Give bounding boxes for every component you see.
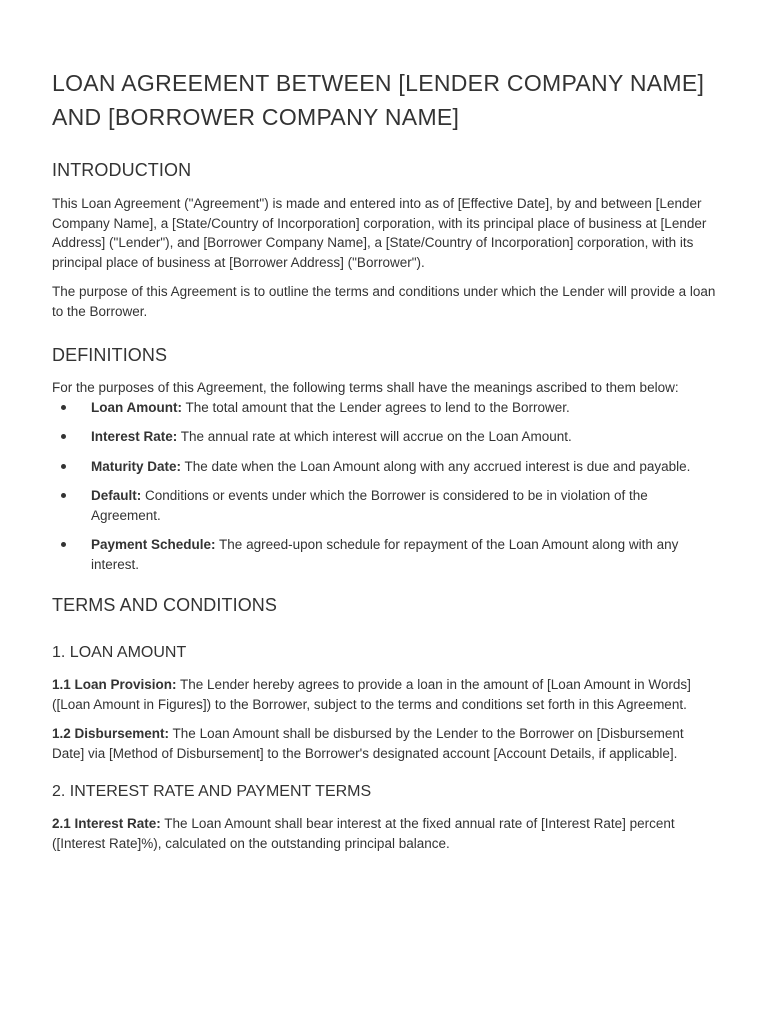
definition-item-interest-rate [52,427,718,447]
definition-term: Default: [91,488,142,503]
definition-text: The total amount that the Lender agrees to lend to the Borrower. [181,399,570,415]
loan-provision-clause [52,675,718,714]
clause-label: 1.1 Loan Provision: [52,677,177,692]
definition-term: Maturity Date: [91,458,182,474]
clause-text: The Loan Amount shall be disbursed by the Lender to the Borrower on [Disbursement Date] via [Method of Disbursement] to the Borrower's designated account [Account Details, if applicable]. [52,726,684,761]
clause-label: 2.1 Interest Rate: [52,816,161,831]
definition-item-loan-amount [52,398,718,418]
definition-text: The agreed-upon schedule for repayment of the Loan Amount along with any interest. [91,537,679,572]
definition-item-maturity-date [52,457,718,477]
definition-term: Loan Amount: [91,399,182,415]
definition-item-payment-schedule [52,535,718,574]
clause-text: The Loan Amount shall bear interest at the fixed annual rate of [Interest Rate] percent ([Interest Rate]%), calculated on the outstanding principal balance. [52,816,675,851]
clause-text: The Lender hereby agrees to provide a loan in the amount of [Loan Amount in Words] ([Loan Amount in Figures]) to the Borrower, subject to the terms and conditions set forth in this Agreement. [52,677,691,712]
definition-text: Conditions or events under which the Borrower is considered to be in violation of the Agreement. [91,488,648,523]
introduction-paragraph-1: This Loan Agreement ("Agreement") is made and entered into as of [Effective Date], by and between [Lender Company Name], a [State/Country of Incorporation] corporation, with its principal place of business at [Lender Address] ("Lender"), and [Borrower Company Name], a [State/Country of Incorporation] corporation, with its principal place of business at [Borrower Address] ("Borrower"). [52,196,707,270]
bullet-icon [61,493,66,498]
introduction-heading: INTRODUCTION [52,160,192,180]
interest-rate-heading: 2. INTEREST RATE AND PAYMENT TERMS [52,783,372,800]
disbursement-clause [52,724,718,763]
definition-item-default [52,486,718,525]
bullet-icon [61,464,66,469]
clause-label: 1.2 Disbursement: [52,726,170,741]
terms-heading: TERMS AND CONDITIONS [52,595,278,615]
bullet-icon [61,542,66,547]
bullet-icon [61,405,66,410]
definition-text: The date when the Loan Amount along with any accrued interest is due and payable. [181,458,691,474]
bullet-icon [61,434,66,439]
interest-rate-clause [52,814,718,853]
definitions-heading: DEFINITIONS [52,345,168,365]
definitions-intro: For the purposes of this Agreement, the following terms shall have the meanings ascribed to them below: [52,380,679,395]
definition-term: Interest Rate: [91,429,178,444]
document-title: LOAN AGREEMENT BETWEEN [LENDER COMPANY NAME] AND [BORROWER COMPANY NAME] [52,70,705,130]
introduction-paragraph-2: The purpose of this Agreement is to outline the terms and conditions under which the Lender will provide a loan to the Borrower. [52,284,716,319]
definition-text: The annual rate at which interest will accrue on the Loan Amount. [177,429,572,444]
loan-amount-heading: 1. LOAN AMOUNT [52,644,187,661]
definition-term: Payment Schedule: [91,537,216,552]
definitions-list [52,398,718,575]
